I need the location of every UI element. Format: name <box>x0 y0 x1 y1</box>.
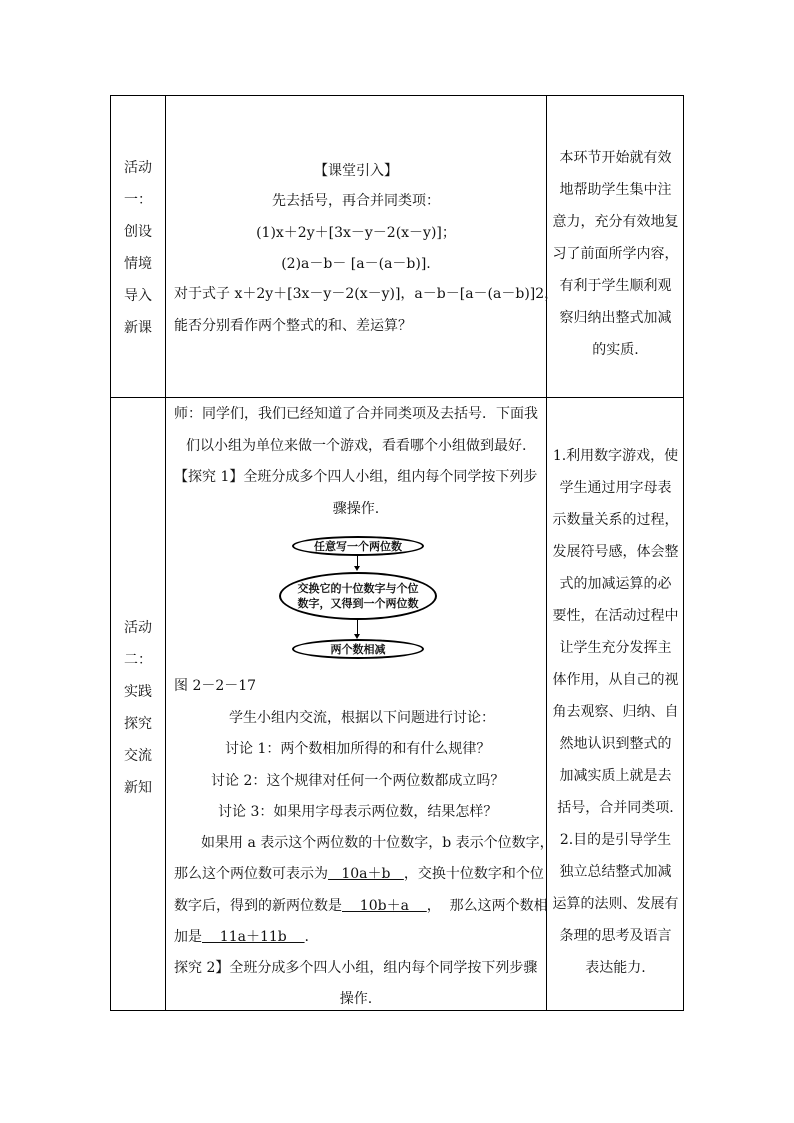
activity-label-line: 新课 <box>124 320 152 336</box>
paragraph-line-4 <box>174 927 309 947</box>
activity-label-line: 新知 <box>124 780 152 796</box>
activity-label-line: 导入 <box>124 288 152 304</box>
paragraph-text: 那么这个两位数可表示为 <box>174 866 328 882</box>
flow-step-label: 任意写一个两位数 <box>314 539 402 553</box>
note-line: 有利于学生顺利观 <box>559 278 672 294</box>
flow-step-label: 两个数相减 <box>330 642 386 656</box>
question-line-1: 对于式子 x＋2y＋[3x－y－2(x－y)]，a－b－[a－(a－b)]2， <box>174 286 559 302</box>
flow-step-line: 交换它的十位数字与个位 <box>297 582 419 595</box>
row2-teaching-note <box>547 440 684 984</box>
note-line: 意力，充分有效地复 <box>552 214 679 230</box>
paragraph-text: 加是 <box>174 929 202 945</box>
note-line: 察归纳出整式加减 <box>559 310 672 326</box>
activity-label-line: 情境 <box>124 256 152 272</box>
flow-step-write-number <box>292 536 424 556</box>
instruction-text: 先去括号，再合并同类项： <box>272 193 440 209</box>
explore2-line-1: 探究 2】全班分成多个四人小组，组内每个同学按下列步骤 <box>174 960 538 976</box>
paragraph-text: 数字后，得到的新两位数是 <box>174 898 342 914</box>
activity-two-label <box>111 612 165 804</box>
answer-blank-1: 10a＋b <box>328 866 404 882</box>
note-line: 括号，合并同类项. <box>557 800 674 816</box>
teacher-line-1: 师：同学们，我们已经知道了合并同类项及去括号．下面我 <box>174 406 538 422</box>
activity-label-line: 一： <box>124 192 152 208</box>
note-line: 示数量关系的过程， <box>552 512 679 528</box>
note-line: 地帮助学生集中注 <box>559 182 672 198</box>
note-line: 运算的法则、发展有 <box>552 896 679 912</box>
note-line: 表达能力. <box>585 960 646 976</box>
note-line: 的实质. <box>592 342 639 358</box>
note-line: 习了前面所学内容， <box>552 246 679 262</box>
note-line: 条理的思考及语言 <box>559 928 672 944</box>
note-line: 体作用，从自己的视 <box>552 672 679 688</box>
activity-label-line: 实践 <box>124 684 152 700</box>
explore1-line-1: 【探究 1】全班分成多个四人小组，组内每个同学按下列步 <box>174 469 538 485</box>
note-line: 让学生充分发挥主 <box>559 640 672 656</box>
note-line: 加减实质上就是去 <box>559 768 672 784</box>
section-title: 【课堂引入】 <box>314 163 398 179</box>
activity-label-line: 交流 <box>124 748 152 764</box>
paragraph-line-1: 如果用 a 表示这个两位数的十位数字，b 表示个位数字， <box>201 835 554 851</box>
explore2-line-2: 操作. <box>339 991 373 1007</box>
activity-one-label <box>111 152 165 344</box>
note-line: 2.目的是引导学生 <box>559 832 672 848</box>
activity-label-line: 探究 <box>124 716 152 732</box>
exercise-item-2: (2)a－b－ [a－(a－b)]. <box>281 256 431 272</box>
note-line: 独立总结整式加减 <box>559 864 672 880</box>
note-line: 角去观察、归纳、自 <box>552 704 679 720</box>
question-line-2: 能否分别看作两个整式的和、差运算？ <box>174 318 412 334</box>
activity-label-line: 活动 <box>124 160 152 176</box>
activity-label-line: 创设 <box>124 224 152 240</box>
discussion-1: 讨论 1：两个数相加所得的和有什么规律？ <box>225 741 491 757</box>
flow-step-swap-digits <box>279 572 437 620</box>
flow-step-line: 数字，又得到一个两位数 <box>297 597 419 610</box>
discussion-3: 讨论 3：如果用字母表示两位数，结果怎样？ <box>218 804 498 820</box>
note-line: 1.利用数字游戏，使 <box>552 448 679 464</box>
figure-label: 图 2－2－17 <box>174 678 257 694</box>
paragraph-text: ， 那么这两个数相 <box>426 898 548 914</box>
discussion-2: 讨论 2：这个规律对任何一个两位数都成立吗？ <box>211 773 505 789</box>
activity-label-line: 活动 <box>124 620 152 636</box>
lesson-table <box>110 95 684 1011</box>
note-line: 然地认识到整式的 <box>559 736 672 752</box>
note-line: 发展符号感，体会整 <box>552 544 679 560</box>
flow-step-label <box>298 581 419 611</box>
discussion-intro: 学生小组内交流，根据以下问题进行讨论： <box>229 710 495 726</box>
paragraph-text: ，交换十位数字和个位 <box>403 866 544 882</box>
teacher-line-2: 们以小组为单位来做一个游戏，看看哪个小组做到最好. <box>186 438 527 454</box>
answer-blank-2: 10b＋a <box>342 898 427 914</box>
explore1-line-2: 骤操作. <box>332 501 380 517</box>
activity-label-line: 二： <box>124 652 152 668</box>
row1-teaching-note <box>547 142 684 366</box>
row-divider <box>111 397 683 398</box>
flow-step-subtract <box>292 639 424 659</box>
answer-blank-3: 11a＋11b <box>202 929 305 945</box>
note-line: 学生通过用字母表 <box>559 480 672 496</box>
arrow-down-icon <box>354 566 360 571</box>
exercise-item-1: (1)x＋2y＋[3x－y－2(x－y)]； <box>256 225 456 241</box>
note-line: 式的加减运算的必 <box>559 576 672 592</box>
note-line: 本环节开始就有效 <box>559 150 672 166</box>
note-line: 要性，在活动过程中 <box>552 608 679 624</box>
paragraph-line-3 <box>174 896 548 916</box>
paragraph-line-2 <box>174 864 544 884</box>
paragraph-text: . <box>304 929 309 945</box>
